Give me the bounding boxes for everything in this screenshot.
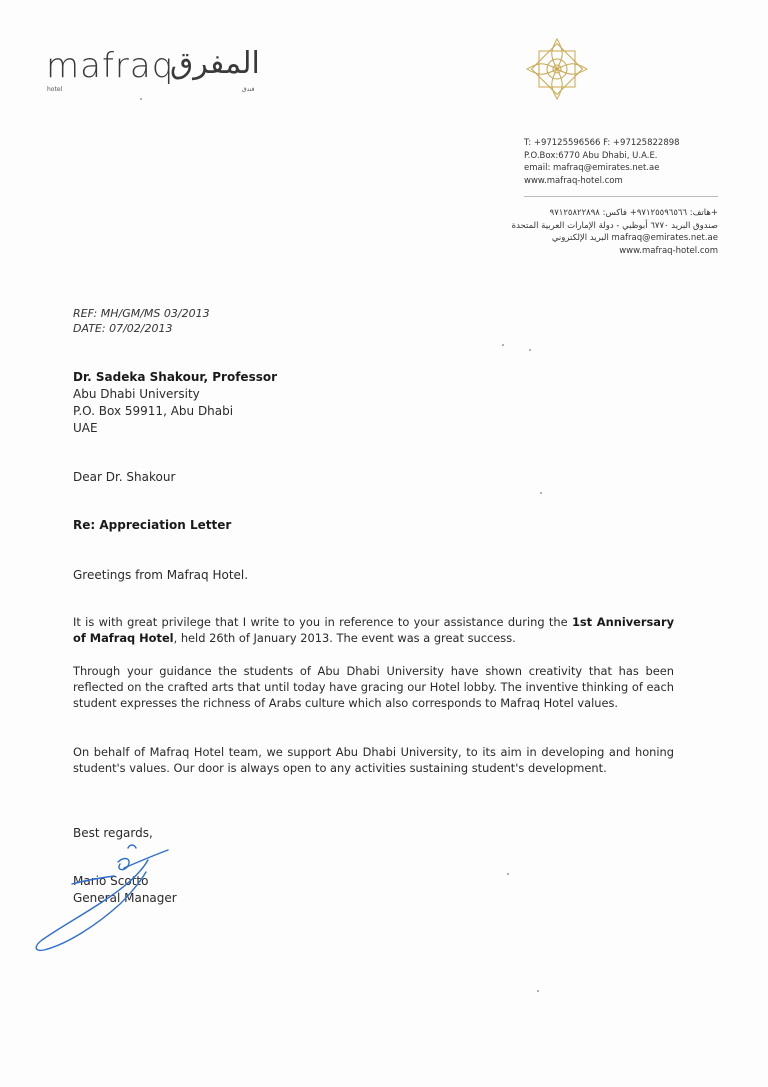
contact-block-arabic <box>512 207 718 257</box>
scan-speck <box>540 492 542 494</box>
recipient-name: Dr. Sadeka Shakour, Professor <box>73 370 278 384</box>
subject-line: Re: Appreciation Letter <box>73 518 232 532</box>
reference-block <box>73 306 210 336</box>
contact-address: P.O.Box:6770 Abu Dhabi, U.A.E. <box>524 150 658 161</box>
recipient-country: UAE <box>73 421 98 435</box>
body-paragraph-1 <box>73 614 674 646</box>
logo-arabic-text: المفرق <box>170 46 260 81</box>
contact-ar-phone: هاتف: ٩٧١٢٥٥٩٦٥٦٦+ فاكس: ٩٧١٢٥٨٢٢٨٩٨+ <box>549 208 718 218</box>
signatory-title: General Manager <box>73 891 177 905</box>
p1-bold-event: 1st Anniversary of Mafraq Hotel <box>73 615 674 645</box>
reference-date: DATE: 07/02/2013 <box>73 322 173 335</box>
logo-latin-text: mafraq <box>46 46 175 86</box>
contact-block <box>524 137 680 187</box>
recipient-po-box: P.O. Box 59911, Abu Dhabi <box>73 404 234 418</box>
contact-divider <box>524 196 718 197</box>
contact-ar-email: البريد الإلكتروني mafraq@emirates.net.ae <box>551 233 718 243</box>
recipient-organization: Abu Dhabi University <box>73 387 200 401</box>
scan-speck <box>140 98 142 100</box>
scan-speck <box>502 344 504 346</box>
signature-icon <box>28 840 178 960</box>
logo-sub-latin: hotel <box>47 86 63 93</box>
scan-speck <box>507 873 509 875</box>
scan-speck <box>529 349 531 351</box>
emblem-icon <box>524 36 590 102</box>
p1-text-end: , held 26th of January 2013. The event was a great success. <box>173 631 516 645</box>
salutation: Dear Dr. Shakour <box>73 470 176 484</box>
recipient-block <box>73 369 277 437</box>
signatory-name: Mario Scotto <box>73 874 149 888</box>
body-paragraph-3: On behalf of Mafraq Hotel team, we support Abu Dhabi University, to its aim in developing and honing student's values. Our door is always open to any activities sustaining student's development. <box>73 745 674 775</box>
contact-email[interactable]: email: mafraq@emirates.net.ae <box>524 163 660 173</box>
closing: Best regards, <box>73 826 153 840</box>
logo-sub-arabic: فندق <box>242 86 255 93</box>
greeting: Greetings from Mafraq Hotel. <box>73 568 249 582</box>
reference-number: REF: MH/GM/MS 03/2013 <box>73 307 210 320</box>
body-paragraph-2: Through your guidance the students of Abu Dhabi University have shown creativity that has been reflected on the crafted arts that until today have gracing our Hotel lobby. The inventive thinking of each student expresses the richness of Arabs culture which also corresponds to Mafraq Hotel values. <box>73 664 674 710</box>
scan-speck <box>537 990 539 992</box>
contact-ar-website: www.mafraq-hotel.com <box>619 245 718 256</box>
contact-phone: T: +97125596566 F: +97125822898 <box>524 138 680 148</box>
p1-text-start: It is with great privilege that I write to you in reference to your assistance during the <box>73 615 572 629</box>
hotel-logo <box>46 46 286 96</box>
contact-ar-address: صندوق البريد ٦٧٧٠ أبوظبي - دولة الإمارات العربية المتحدة <box>511 220 718 231</box>
contact-website[interactable]: www.mafraq-hotel.com <box>524 175 623 186</box>
